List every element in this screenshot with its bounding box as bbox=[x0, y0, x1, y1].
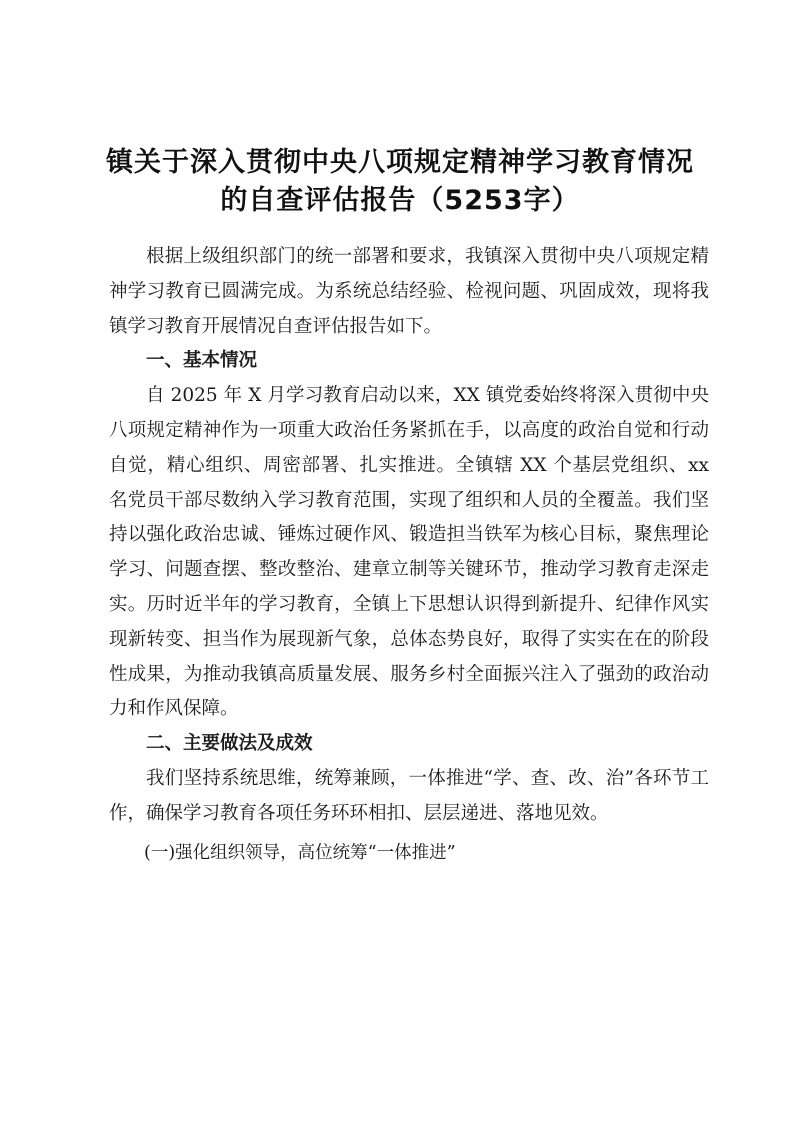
intro-paragraph: 根据上级组织部门的统一部署和要求，我镇深入贯彻中央八项规定精神学习教育已圆满完成。为系统总结经验、检视问题、巩固成效，现将我镇学习教育开展情况自查评估报告如下。 bbox=[109, 246, 709, 337]
document-title: 镇关于深入贯彻中央八项规定精神学习教育情况的自查评估报告（5253字） bbox=[106, 147, 694, 216]
section-paragraph-basic: 自 2025 年 X 月学习教育启动以来，XX 镇党委始终将深入贯彻中央八项规定精神作为一项重大政治任务紧抓在手，以高度的政治自觉和行动自觉，精心组织、周密部署、扎实推进。全镇辖 XX 个基层党组织、xx 名党员干部尽数纳入学习教育范围，实现了组织和人员的全覆盖。我们坚持以强化政治忠诚、锤炼过硬作风、锻造担当铁军为核心目标，聚焦理论学习、问题查摆、整改整治、建章立制等关键环节，推动学习教育走深走实。历时近半年的学习教育，全镇上下思想认识得到新提升、纪律作风实现新转变、担当作为展现新气象，总体态势良好，取得了实实在在的阶段性成果，为推动我镇高质量发展、服务乡村全面振兴注入了强劲的政治动力和作风保障。 bbox=[109, 385, 709, 720]
section-heading-basic: 一、基本情况 bbox=[146, 350, 258, 372]
section-heading-practices: 二、主要做法及成效 bbox=[146, 733, 313, 755]
subsection-heading-leadership: (一)强化组织领导，高位统筹“一体推进” bbox=[144, 842, 456, 863]
document-body bbox=[109, 240, 709, 870]
section-paragraph-practices: 我们坚持系统思维，统筹兼顾，一体推进“学、查、改、治”各环节工作，确保学习教育各项任务环环相扣、层层递进、落地见效。 bbox=[109, 767, 709, 824]
